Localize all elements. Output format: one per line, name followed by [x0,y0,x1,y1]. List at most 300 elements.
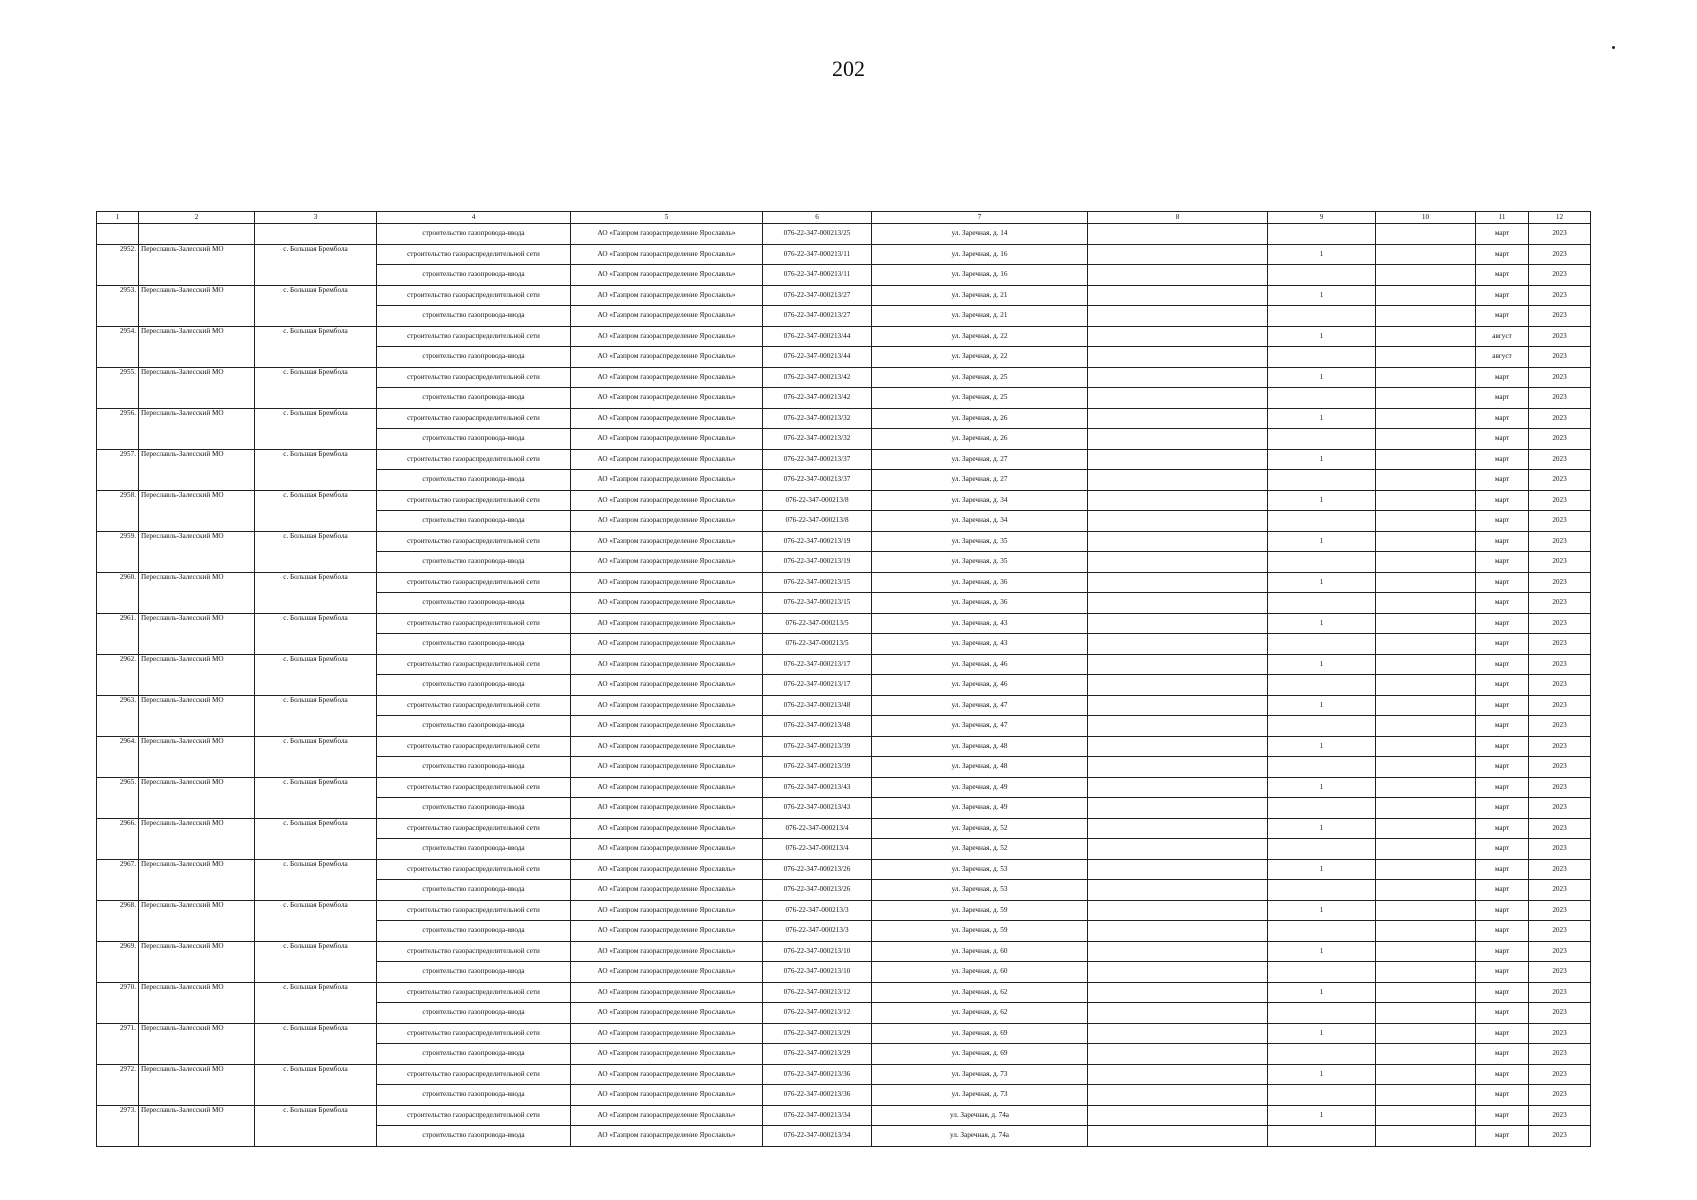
col8-cell [1088,1085,1268,1106]
col10-cell [1376,388,1476,409]
row-number-cell: 2971. [97,1023,139,1064]
code-cell: 076-22-347-000213/42 [763,367,872,388]
work-type-cell: строительство газопровода-ввода [377,1085,571,1106]
organization-cell: АО «Газпром газораспределение Ярославль» [571,408,763,429]
col9-cell [1268,716,1376,737]
column-header: 4 [377,212,571,224]
col9-cell [1268,798,1376,819]
year-cell: 2023 [1529,388,1591,409]
code-cell: 076-22-347-000213/39 [763,757,872,778]
address-cell: ул. Заречная, д. 36 [872,593,1088,614]
month-cell: март [1476,388,1529,409]
address-cell: ул. Заречная, д. 49 [872,777,1088,798]
year-cell: 2023 [1529,490,1591,511]
col9-cell [1268,552,1376,573]
work-type-cell: строительство газопровода-ввода [377,306,571,327]
code-cell: 076-22-347-000213/8 [763,511,872,532]
address-cell: ул. Заречная, д. 36 [872,572,1088,593]
district-cell: Переславль-Залесский МО [139,982,255,1023]
organization-cell: АО «Газпром газораспределение Ярославль» [571,716,763,737]
column-header: 7 [872,212,1088,224]
district-cell: Переславль-Залесский МО [139,941,255,982]
col8-cell [1088,1044,1268,1065]
quantity-cell: 1 [1268,982,1376,1003]
col8-cell [1088,224,1268,245]
year-cell: 2023 [1529,921,1591,942]
organization-cell: АО «Газпром газораспределение Ярославль» [571,306,763,327]
table-row [97,654,1591,675]
year-cell: 2023 [1529,675,1591,696]
code-cell: 076-22-347-000213/8 [763,490,872,511]
district-cell: Переславль-Залесский МО [139,818,255,859]
year-cell: 2023 [1529,736,1591,757]
organization-cell: АО «Газпром газораспределение Ярославль» [571,1085,763,1106]
code-cell: 076-22-347-000213/25 [763,224,872,245]
work-type-cell: строительство газораспределительной сети [377,982,571,1003]
code-cell: 076-22-347-000213/37 [763,449,872,470]
col9-cell [1268,224,1376,245]
col8-cell [1088,921,1268,942]
code-cell: 076-22-347-000213/42 [763,388,872,409]
address-cell: ул. Заречная, д. 60 [872,941,1088,962]
address-cell: ул. Заречная, д. 69 [872,1044,1088,1065]
organization-cell: АО «Газпром газораспределение Ярославль» [571,736,763,757]
month-cell: март [1476,1105,1529,1126]
code-cell: 076-22-347-000213/17 [763,654,872,675]
organization-cell: АО «Газпром газораспределение Ярославль» [571,859,763,880]
col10-cell [1376,552,1476,573]
col8-cell [1088,285,1268,306]
district-cell: Переславль-Залесский МО [139,777,255,818]
organization-cell: АО «Газпром газораспределение Ярославль» [571,552,763,573]
code-cell: 076-22-347-000213/27 [763,306,872,327]
col8-cell [1088,880,1268,901]
settlement-cell: с. Большая Брембола [255,900,377,941]
code-cell: 076-22-347-000213/26 [763,859,872,880]
col10-cell [1376,347,1476,368]
col9-cell [1268,265,1376,286]
month-cell: март [1476,654,1529,675]
table-row [97,244,1591,265]
month-cell: март [1476,818,1529,839]
organization-cell: АО «Газпром газораспределение Ярославль» [571,367,763,388]
quantity-cell: 1 [1268,900,1376,921]
year-cell: 2023 [1529,1085,1591,1106]
col9-cell [1268,1003,1376,1024]
year-cell: 2023 [1529,880,1591,901]
code-cell: 076-22-347-000213/26 [763,880,872,901]
row-number-cell: 2955. [97,367,139,408]
work-type-cell: строительство газопровода-ввода [377,429,571,450]
district-cell: Переславль-Залесский МО [139,736,255,777]
year-cell: 2023 [1529,1064,1591,1085]
column-header: 6 [763,212,872,224]
address-cell: ул. Заречная, д. 34 [872,511,1088,532]
col10-cell [1376,1003,1476,1024]
month-cell: март [1476,224,1529,245]
address-cell: ул. Заречная, д. 14 [872,224,1088,245]
col9-cell [1268,470,1376,491]
district-cell: Переславль-Залесский МО [139,859,255,900]
col8-cell [1088,511,1268,532]
year-cell: 2023 [1529,1105,1591,1126]
organization-cell: АО «Газпром газораспределение Ярославль» [571,818,763,839]
column-header: 9 [1268,212,1376,224]
table-row [97,613,1591,634]
quantity-cell: 1 [1268,859,1376,880]
year-cell: 2023 [1529,326,1591,347]
month-cell: март [1476,1023,1529,1044]
year-cell: 2023 [1529,552,1591,573]
work-type-cell: строительство газораспределительной сети [377,654,571,675]
year-cell: 2023 [1529,859,1591,880]
organization-cell: АО «Газпром газораспределение Ярославль» [571,654,763,675]
year-cell: 2023 [1529,306,1591,327]
organization-cell: АО «Газпром газораспределение Ярославль» [571,880,763,901]
col10-cell [1376,941,1476,962]
col9-cell [1268,429,1376,450]
month-cell: март [1476,1085,1529,1106]
settlement-cell: с. Большая Брембола [255,777,377,818]
month-cell: март [1476,1044,1529,1065]
col8-cell [1088,757,1268,778]
table-row [97,326,1591,347]
year-cell: 2023 [1529,224,1591,245]
col10-cell [1376,1044,1476,1065]
table-row [97,941,1591,962]
work-type-cell: строительство газораспределительной сети [377,736,571,757]
address-cell: ул. Заречная, д. 62 [872,1003,1088,1024]
col9-cell [1268,1126,1376,1147]
address-cell: ул. Заречная, д. 53 [872,859,1088,880]
month-cell: март [1476,408,1529,429]
row-number-cell: 2962. [97,654,139,695]
settlement-cell: с. Большая Брембола [255,654,377,695]
organization-cell: АО «Газпром газораспределение Ярославль» [571,921,763,942]
year-cell: 2023 [1529,757,1591,778]
table-row [97,777,1591,798]
table-row [97,695,1591,716]
year-cell: 2023 [1529,511,1591,532]
work-type-cell: строительство газопровода-ввода [377,1003,571,1024]
col8-cell [1088,1023,1268,1044]
col9-cell [1268,1044,1376,1065]
settlement-cell: с. Большая Брембола [255,818,377,859]
table-row [97,1064,1591,1085]
code-cell: 076-22-347-000213/11 [763,244,872,265]
col10-cell [1376,511,1476,532]
col9-cell [1268,962,1376,983]
code-cell: 076-22-347-000213/32 [763,429,872,450]
col9-cell [1268,347,1376,368]
row-number-cell: 2957. [97,449,139,490]
col10-cell [1376,1105,1476,1126]
organization-cell: АО «Газпром газораспределение Ярославль» [571,1064,763,1085]
organization-cell: АО «Газпром газораспределение Ярославль» [571,1044,763,1065]
col8-cell [1088,962,1268,983]
address-cell: ул. Заречная, д. 59 [872,921,1088,942]
quantity-cell: 1 [1268,408,1376,429]
col10-cell [1376,429,1476,450]
month-cell: март [1476,531,1529,552]
address-cell: ул. Заречная, д. 26 [872,429,1088,450]
work-type-cell: строительство газораспределительной сети [377,367,571,388]
year-cell: 2023 [1529,613,1591,634]
code-cell: 076-22-347-000213/4 [763,818,872,839]
organization-cell: АО «Газпром газораспределение Ярославль» [571,695,763,716]
work-type-cell: строительство газопровода-ввода [377,757,571,778]
address-cell: ул. Заречная, д. 21 [872,306,1088,327]
col8-cell [1088,470,1268,491]
col10-cell [1376,777,1476,798]
organization-cell: АО «Газпром газораспределение Ярославль» [571,675,763,696]
address-cell: ул. Заречная, д. 53 [872,880,1088,901]
month-cell: март [1476,552,1529,573]
col10-cell [1376,962,1476,983]
month-cell: март [1476,265,1529,286]
address-cell: ул. Заречная, д. 22 [872,326,1088,347]
organization-cell: АО «Газпром газораспределение Ярославль» [571,839,763,860]
col10-cell [1376,859,1476,880]
organization-cell: АО «Газпром газораспределение Ярославль» [571,572,763,593]
address-cell: ул. Заречная, д. 16 [872,244,1088,265]
table-row [97,900,1591,921]
col9-cell [1268,1085,1376,1106]
col9-cell [1268,306,1376,327]
month-cell: март [1476,449,1529,470]
year-cell: 2023 [1529,798,1591,819]
month-cell: март [1476,367,1529,388]
organization-cell: АО «Газпром газораспределение Ярославль» [571,1105,763,1126]
address-cell: ул. Заречная, д. 43 [872,613,1088,634]
year-cell: 2023 [1529,572,1591,593]
scan-speck [1612,46,1615,49]
address-cell: ул. Заречная, д. 21 [872,285,1088,306]
month-cell: март [1476,982,1529,1003]
address-cell: ул. Заречная, д. 43 [872,634,1088,655]
code-cell: 076-22-347-000213/19 [763,552,872,573]
code-cell: 076-22-347-000213/37 [763,470,872,491]
table-row [97,1023,1591,1044]
col8-cell [1088,982,1268,1003]
settlement-cell: с. Большая Брембола [255,695,377,736]
col10-cell [1376,818,1476,839]
col10-cell [1376,839,1476,860]
organization-cell: АО «Газпром газораспределение Ярославль» [571,613,763,634]
col8-cell [1088,839,1268,860]
col9-cell [1268,593,1376,614]
row-number-cell: 2956. [97,408,139,449]
work-type-cell: строительство газопровода-ввода [377,470,571,491]
address-cell: ул. Заречная, д. 48 [872,736,1088,757]
quantity-cell: 1 [1268,1023,1376,1044]
col8-cell [1088,634,1268,655]
col8-cell [1088,1126,1268,1147]
col10-cell [1376,572,1476,593]
district-cell: Переславль-Залесский МО [139,244,255,285]
address-cell: ул. Заречная, д. 46 [872,675,1088,696]
row-number-cell: 2966. [97,818,139,859]
work-type-cell: строительство газораспределительной сети [377,941,571,962]
organization-cell: АО «Газпром газораспределение Ярославль» [571,429,763,450]
table-row [97,572,1591,593]
col8-cell [1088,593,1268,614]
col10-cell [1376,921,1476,942]
organization-cell: АО «Газпром газораспределение Ярославль» [571,982,763,1003]
address-cell: ул. Заречная, д. 25 [872,388,1088,409]
address-cell: ул. Заречная, д. 74а [872,1105,1088,1126]
col8-cell [1088,388,1268,409]
work-type-cell: строительство газораспределительной сети [377,818,571,839]
work-type-cell: строительство газопровода-ввода [377,224,571,245]
work-type-cell: строительство газораспределительной сети [377,777,571,798]
row-number-cell: 2965. [97,777,139,818]
address-cell: ул. Заречная, д. 35 [872,552,1088,573]
row-number-cell: 2961. [97,613,139,654]
year-cell: 2023 [1529,531,1591,552]
work-type-cell: строительство газораспределительной сети [377,1105,571,1126]
organization-cell: АО «Газпром газораспределение Ярославль» [571,634,763,655]
work-type-cell: строительство газопровода-ввода [377,675,571,696]
work-type-cell: строительство газопровода-ввода [377,347,571,368]
work-type-cell: строительство газораспределительной сети [377,572,571,593]
table-row [97,531,1591,552]
organization-cell: АО «Газпром газораспределение Ярославль» [571,388,763,409]
year-cell: 2023 [1529,347,1591,368]
col10-cell [1376,880,1476,901]
organization-cell: АО «Газпром газораспределение Ярославль» [571,490,763,511]
table-row [97,818,1591,839]
column-header: 3 [255,212,377,224]
col10-cell [1376,716,1476,737]
table-row [97,859,1591,880]
year-cell: 2023 [1529,285,1591,306]
col10-cell [1376,1085,1476,1106]
organization-cell: АО «Газпром газораспределение Ярославль» [571,962,763,983]
row-number-cell: 2968. [97,900,139,941]
year-cell: 2023 [1529,408,1591,429]
month-cell: март [1476,736,1529,757]
quantity-cell: 1 [1268,490,1376,511]
col8-cell [1088,613,1268,634]
code-cell: 076-22-347-000213/36 [763,1064,872,1085]
col9-cell [1268,388,1376,409]
year-cell: 2023 [1529,265,1591,286]
address-cell: ул. Заречная, д. 34 [872,490,1088,511]
settlement-cell: с. Большая Брембола [255,326,377,367]
quantity-cell: 1 [1268,531,1376,552]
table-row [97,736,1591,757]
column-number-row [97,212,1591,224]
address-cell: ул. Заречная, д. 73 [872,1064,1088,1085]
work-type-cell: строительство газопровода-ввода [377,265,571,286]
col8-cell [1088,244,1268,265]
settlement-cell: с. Большая Брембола [255,285,377,326]
col8-cell [1088,941,1268,962]
month-cell: март [1476,1064,1529,1085]
district-cell: Переславль-Залесский МО [139,490,255,531]
settlement-cell: с. Большая Брембола [255,244,377,285]
col10-cell [1376,449,1476,470]
settlement-cell: с. Большая Брембола [255,1023,377,1064]
year-cell: 2023 [1529,593,1591,614]
quantity-cell: 1 [1268,941,1376,962]
address-cell: ул. Заречная, д. 48 [872,757,1088,778]
col10-cell [1376,736,1476,757]
col10-cell [1376,1126,1476,1147]
table-row [97,449,1591,470]
address-cell: ул. Заречная, д. 74а [872,1126,1088,1147]
col10-cell [1376,695,1476,716]
col10-cell [1376,306,1476,327]
organization-cell: АО «Газпром газораспределение Ярославль» [571,593,763,614]
code-cell: 076-22-347-000213/12 [763,1003,872,1024]
work-type-cell: строительство газораспределительной сети [377,326,571,347]
code-cell: 076-22-347-000213/39 [763,736,872,757]
work-type-cell: строительство газораспределительной сети [377,1064,571,1085]
organization-cell: АО «Газпром газораспределение Ярославль» [571,1003,763,1024]
settlement-cell: с. Большая Брембола [255,449,377,490]
row-number-cell: 2973. [97,1105,139,1146]
organization-cell: АО «Газпром газораспределение Ярославль» [571,326,763,347]
column-header: 10 [1376,212,1476,224]
row-number-cell: 2952. [97,244,139,285]
col10-cell [1376,224,1476,245]
quantity-cell: 1 [1268,572,1376,593]
col8-cell [1088,347,1268,368]
district-cell: Переславль-Залесский МО [139,572,255,613]
organization-cell: АО «Газпром газораспределение Ярославль» [571,285,763,306]
settlement-cell: с. Большая Брембола [255,367,377,408]
district-cell: Переславль-Залесский МО [139,367,255,408]
address-cell: ул. Заречная, д. 59 [872,900,1088,921]
month-cell: март [1476,880,1529,901]
col8-cell [1088,654,1268,675]
address-cell: ул. Заречная, д. 26 [872,408,1088,429]
quantity-cell: 1 [1268,285,1376,306]
settlement-cell: с. Большая Брембола [255,1064,377,1105]
month-cell: март [1476,962,1529,983]
month-cell: март [1476,634,1529,655]
col9-cell [1268,511,1376,532]
work-type-cell: строительство газопровода-ввода [377,921,571,942]
row-number-cell: 2953. [97,285,139,326]
year-cell: 2023 [1529,654,1591,675]
month-cell: март [1476,306,1529,327]
year-cell: 2023 [1529,818,1591,839]
column-header: 5 [571,212,763,224]
year-cell: 2023 [1529,367,1591,388]
col10-cell [1376,654,1476,675]
row-number-cell: 2960. [97,572,139,613]
organization-cell: АО «Газпром газораспределение Ярославль» [571,244,763,265]
month-cell: март [1476,1003,1529,1024]
quantity-cell: 1 [1268,244,1376,265]
table-row [97,1105,1591,1126]
work-type-cell: строительство газопровода-ввода [377,634,571,655]
organization-cell: АО «Газпром газораспределение Ярославль» [571,265,763,286]
address-cell: ул. Заречная, д. 27 [872,449,1088,470]
address-cell: ул. Заречная, д. 52 [872,818,1088,839]
col8-cell [1088,859,1268,880]
district-cell: Переславль-Залесский МО [139,613,255,654]
col8-cell [1088,1105,1268,1126]
col8-cell [1088,429,1268,450]
code-cell: 076-22-347-000213/36 [763,1085,872,1106]
code-cell: 076-22-347-000213/4 [763,839,872,860]
work-type-cell: строительство газораспределительной сети [377,695,571,716]
code-cell: 076-22-347-000213/43 [763,798,872,819]
